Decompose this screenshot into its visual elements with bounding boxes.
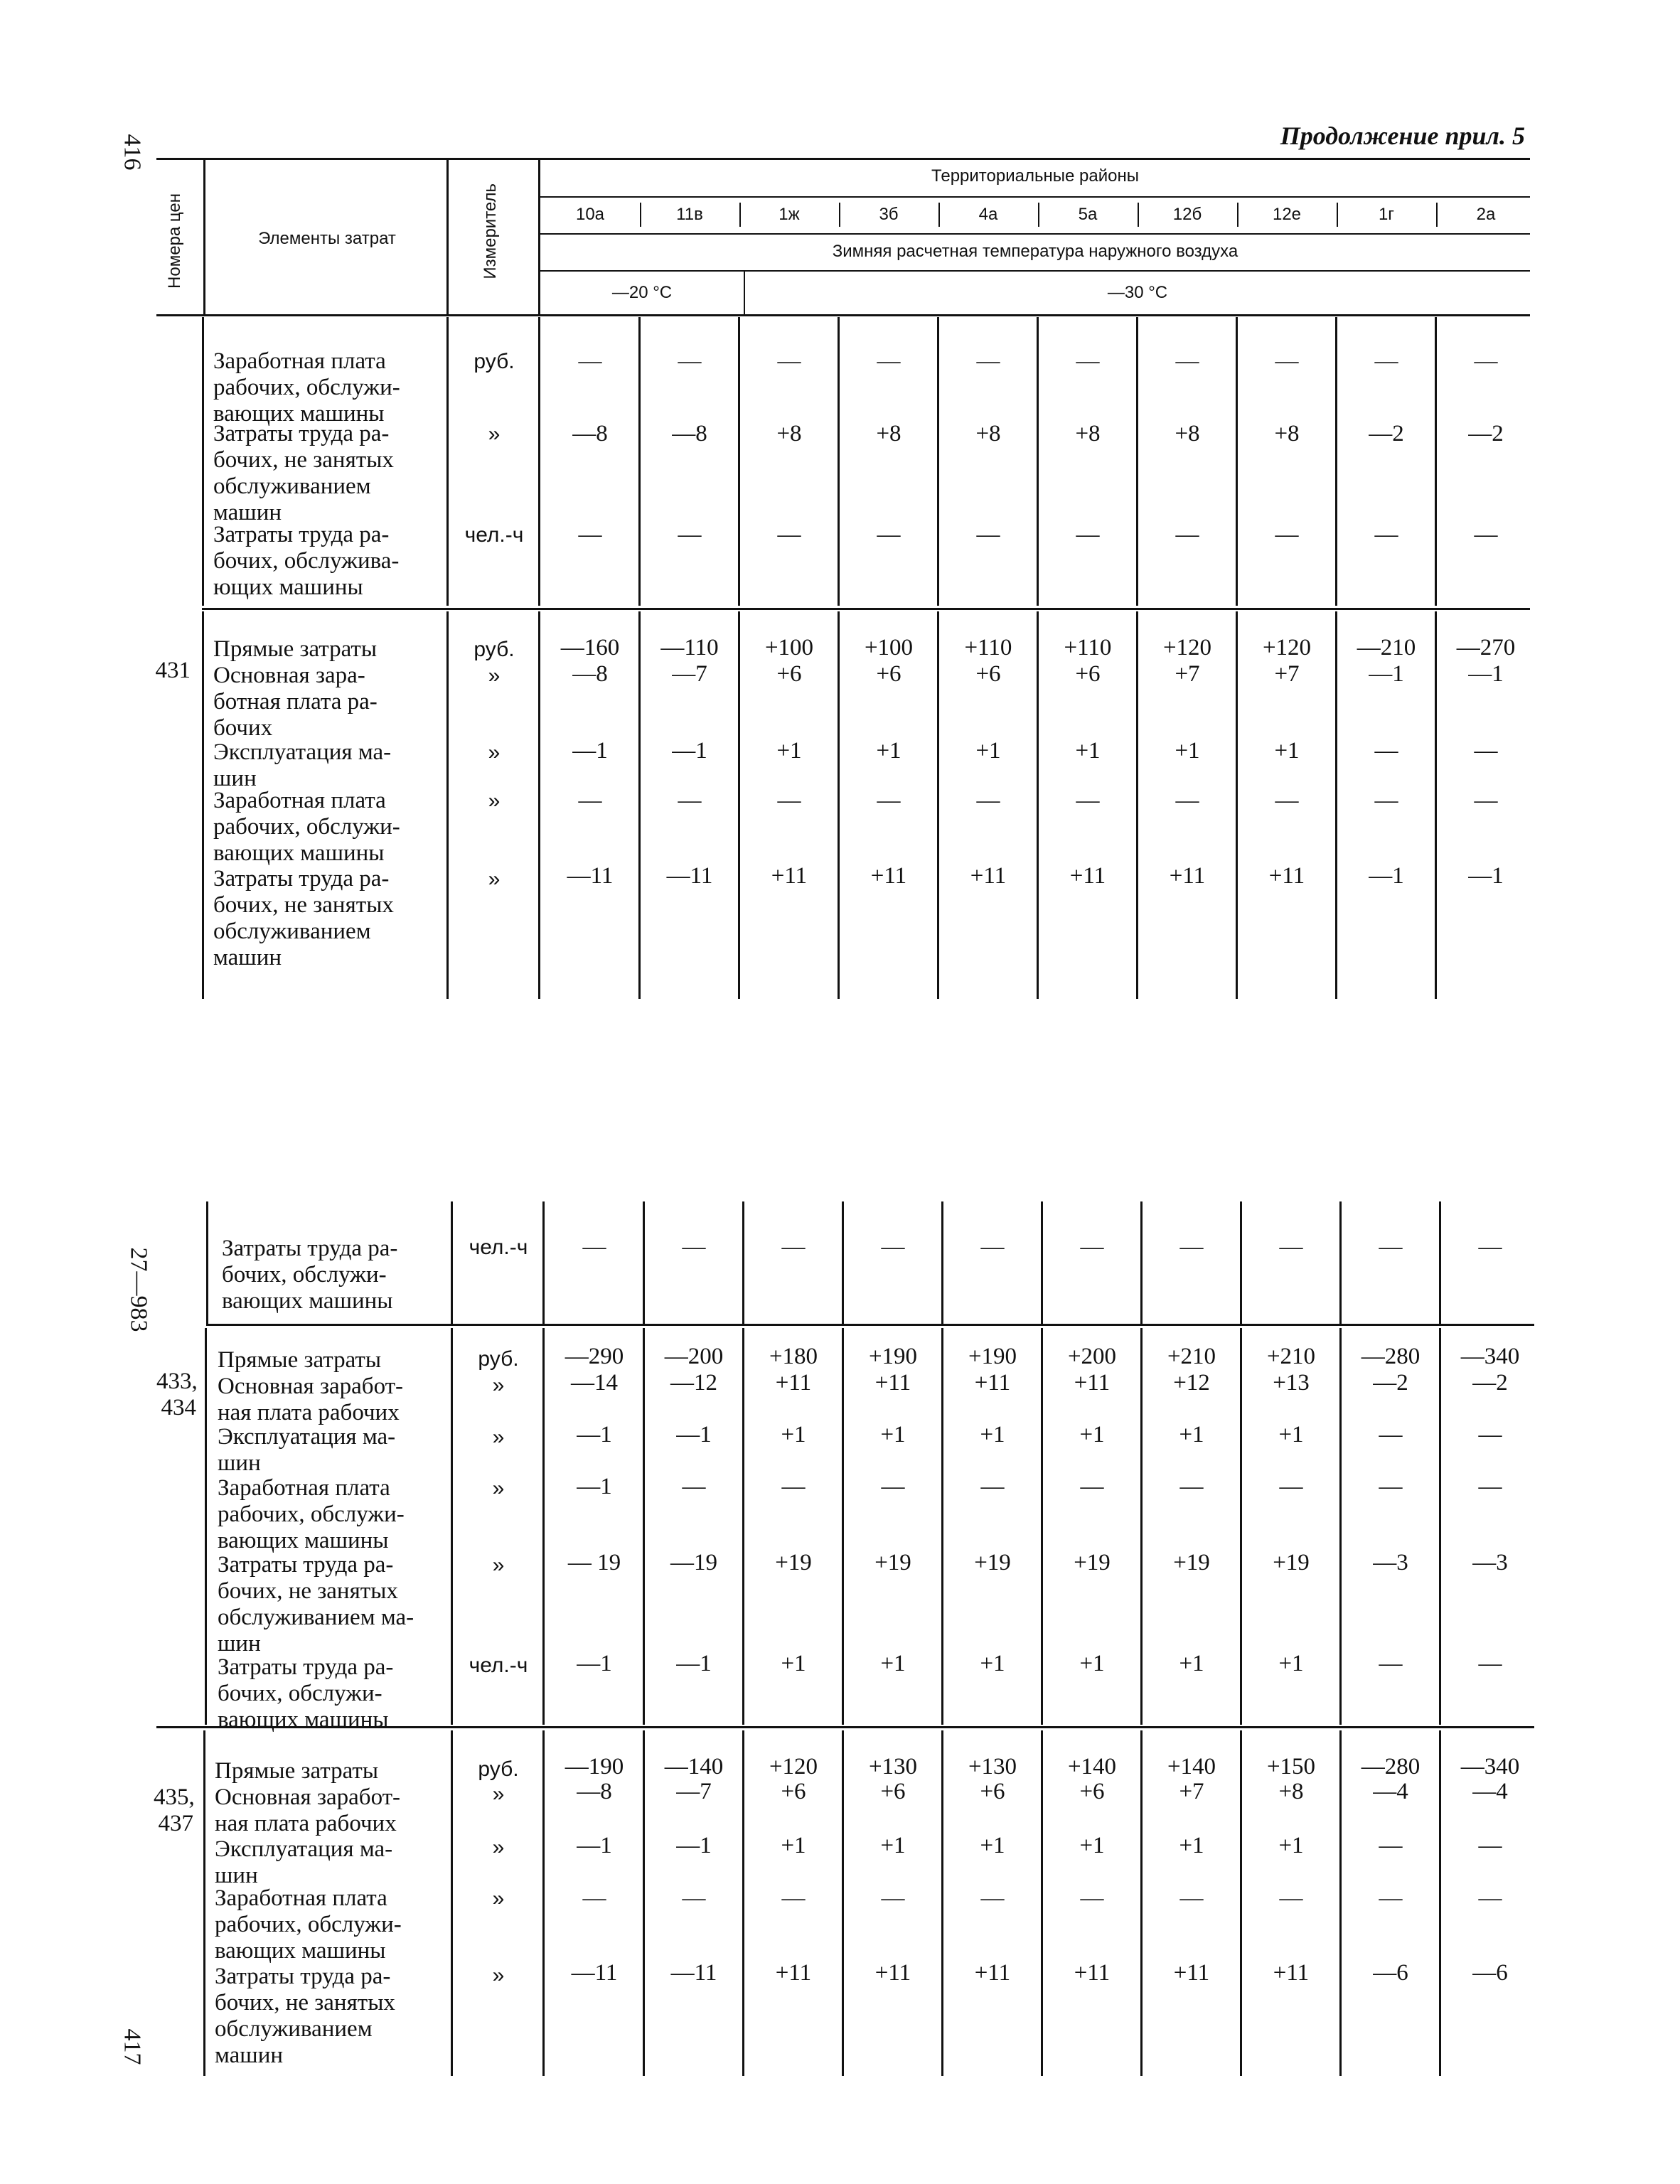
value-cell: — (578, 788, 602, 813)
value-cell: —1 (676, 1422, 712, 1447)
value-cell: — (1076, 788, 1100, 813)
value-cell: +1 (1278, 1651, 1304, 1676)
value-cell: — (678, 348, 702, 374)
row-element-label: Затраты труда ра- бочих, обслужива- ющих машины (213, 522, 400, 600)
row-unit: » (488, 422, 501, 446)
continuation-title: Продолжение прил. 5 (1280, 122, 1525, 150)
region-label: 4а (978, 205, 998, 224)
value-cell: — (682, 1474, 706, 1499)
value-cell: +1 (1079, 1651, 1105, 1676)
value-cell: —1 (1369, 863, 1404, 889)
value-cell: —110 (660, 635, 719, 660)
value-cell: +210 (1167, 1344, 1216, 1369)
value-cell: +7 (1175, 661, 1200, 687)
value-cell: — (781, 1885, 806, 1911)
region-label: 1г (1378, 205, 1395, 224)
value-cell: +1 (980, 1422, 1005, 1447)
value-cell: — (781, 1234, 806, 1260)
value-cell: — (682, 1234, 706, 1260)
value-cell: —340 (1460, 1754, 1520, 1779)
value-cell: +11 (1169, 863, 1206, 889)
value-cell: —280 (1361, 1344, 1420, 1369)
row-element-label: Эксплуатация ма- шин (218, 1424, 396, 1476)
value-cell: +11 (870, 863, 907, 889)
row-element-label: Заработная плата рабочих, обслужи- вающих машины (213, 788, 400, 866)
value-cell: +190 (868, 1344, 918, 1369)
region-label: 10а (575, 205, 605, 224)
value-cell: — (1474, 738, 1498, 764)
row-unit: руб. (473, 638, 515, 661)
value-cell: +19 (1074, 1550, 1111, 1575)
row-element-label: Затраты труда ра- бочих, обслужи- вающих машины (218, 1654, 394, 1733)
unit-header: Измеритель (481, 183, 500, 279)
value-cell: — (1076, 522, 1100, 547)
value-cell: — (1179, 1885, 1204, 1911)
value-cell: —11 (666, 863, 713, 889)
value-cell: +6 (776, 661, 802, 687)
value-cell: +120 (1262, 635, 1312, 660)
row-unit: » (488, 741, 501, 764)
value-cell: — (1279, 1234, 1303, 1260)
value-cell: +130 (868, 1754, 918, 1779)
value-cell: +1 (1079, 1833, 1105, 1858)
region-label: 11в (676, 205, 703, 224)
row-unit: » (488, 664, 501, 687)
value-cell: +1 (880, 1833, 906, 1858)
value-cell: —1 (1468, 661, 1504, 687)
row-unit: руб. (478, 1347, 519, 1371)
value-cell: +7 (1179, 1779, 1204, 1804)
value-cell: —1 (1369, 661, 1404, 687)
value-cell: — (1379, 1422, 1403, 1447)
value-cell: +110 (1064, 635, 1112, 660)
value-cell: — (582, 1885, 606, 1911)
temp-group-20: —20 °С (611, 283, 673, 302)
value-cell: — (1374, 522, 1398, 547)
value-cell: — (1478, 1474, 1502, 1499)
signature-mark: 27—983 (125, 1247, 152, 1332)
value-cell: — (1379, 1474, 1403, 1499)
value-cell: +150 (1266, 1754, 1316, 1779)
value-cell: —270 (1456, 635, 1516, 660)
value-cell: +100 (764, 635, 814, 660)
value-cell: +19 (874, 1550, 911, 1575)
value-cell: +1 (1179, 1651, 1204, 1676)
value-cell: +11 (970, 863, 1007, 889)
value-cell: +6 (1075, 661, 1101, 687)
value-cell: +19 (775, 1550, 812, 1575)
value-cell: —11 (567, 863, 614, 889)
value-cell: —2 (1472, 1370, 1508, 1396)
value-cell: — (877, 348, 901, 374)
value-cell: — (1179, 1474, 1204, 1499)
row-element-label: Основная заработ- ная плата рабочих (215, 1784, 401, 1836)
value-cell: —160 (560, 635, 620, 660)
value-cell: — (980, 1234, 1005, 1260)
value-cell: —2 (1468, 421, 1504, 446)
value-cell: +11 (874, 1960, 911, 1986)
value-cell: +1 (980, 1833, 1005, 1858)
value-cell: — (1474, 788, 1498, 813)
value-cell: +210 (1266, 1344, 1316, 1369)
price-numbers-header: Номера цен (165, 193, 184, 289)
value-cell: +11 (1074, 1370, 1111, 1396)
value-cell: +1 (876, 738, 901, 764)
region-label: 5а (1078, 205, 1098, 224)
value-cell: —12 (670, 1370, 717, 1396)
value-cell: — (1379, 1651, 1403, 1676)
value-cell: —140 (664, 1754, 724, 1779)
value-cell: +8 (776, 421, 802, 446)
value-cell: —1 (577, 1474, 612, 1499)
value-cell: +1 (1179, 1422, 1204, 1447)
value-cell: +19 (974, 1550, 1011, 1575)
value-cell: +130 (968, 1754, 1017, 1779)
value-cell: +1 (776, 738, 802, 764)
value-cell: — (1379, 1833, 1403, 1858)
value-cell: +1 (1278, 1833, 1304, 1858)
value-cell: —1 (577, 1651, 612, 1676)
value-cell: — (777, 348, 801, 374)
row-element-label: Прямые затраты (215, 1758, 379, 1784)
value-cell: +1 (781, 1422, 806, 1447)
value-cell: — (1179, 1234, 1204, 1260)
value-cell: — (1275, 788, 1299, 813)
value-cell: —1 (676, 1833, 712, 1858)
value-cell: +11 (1268, 863, 1305, 889)
value-cell: +1 (880, 1422, 906, 1447)
right-page-number: 417 (119, 2028, 146, 2065)
value-cell: — (1175, 788, 1199, 813)
value-cell: +6 (781, 1779, 806, 1804)
value-cell: — (881, 1474, 905, 1499)
row-element-label: Эксплуатация ма- шин (213, 739, 392, 791)
row-unit: руб. (478, 1757, 519, 1781)
row-unit: » (492, 1425, 505, 1449)
price-number: 434 (161, 1395, 196, 1420)
value-cell: +11 (1069, 863, 1106, 889)
value-cell: +11 (974, 1370, 1011, 1396)
value-cell: —4 (1373, 1779, 1408, 1804)
value-cell: — (777, 788, 801, 813)
value-cell: —4 (1472, 1779, 1508, 1804)
value-cell: —1 (577, 1422, 612, 1447)
value-cell: +8 (1278, 1779, 1304, 1804)
value-cell: — (777, 522, 801, 547)
value-cell: +1 (1179, 1833, 1204, 1858)
value-cell: —2 (1373, 1370, 1408, 1396)
value-cell: —3 (1472, 1550, 1508, 1575)
value-cell: — (1076, 348, 1100, 374)
value-cell: — (1374, 788, 1398, 813)
row-element-label: Прямые затраты (218, 1347, 382, 1373)
value-cell: +12 (1173, 1370, 1210, 1396)
value-cell: +1 (1274, 738, 1300, 764)
value-cell: +140 (1167, 1754, 1216, 1779)
value-cell: — (1478, 1885, 1502, 1911)
value-cell: +11 (771, 863, 808, 889)
row-element-label: Прямые затраты (213, 636, 378, 662)
row-unit: » (492, 1782, 505, 1806)
value-cell: — (881, 1885, 905, 1911)
value-cell: +1 (781, 1651, 806, 1676)
region-label: 3б (879, 205, 899, 224)
region-label: 2а (1476, 205, 1496, 224)
value-cell: — (1275, 522, 1299, 547)
value-cell: — (1374, 348, 1398, 374)
price-number: 435, (154, 1784, 195, 1810)
value-cell: — (1175, 522, 1199, 547)
winter-temp-header: Зимняя расчетная температура наружного воздуха (832, 242, 1238, 261)
value-cell: — (980, 1885, 1005, 1911)
value-cell: — (976, 522, 1000, 547)
row-unit: » (492, 1887, 505, 1910)
value-cell: —210 (1357, 635, 1416, 660)
region-label: 12б (1172, 205, 1202, 224)
value-cell: +11 (974, 1960, 1011, 1986)
value-cell: +8 (876, 421, 901, 446)
row-unit: » (488, 789, 501, 813)
value-cell: +6 (1079, 1779, 1105, 1804)
value-cell: — (976, 348, 1000, 374)
row-element-label: Затраты труда ра- бочих, обслужи- вающих машины (222, 1236, 398, 1314)
value-cell: — (1080, 1234, 1104, 1260)
value-cell: — (1374, 738, 1398, 764)
value-cell: —1 (676, 1651, 712, 1676)
value-cell: +100 (864, 635, 914, 660)
value-cell: — (1478, 1234, 1502, 1260)
value-cell: +8 (1175, 421, 1200, 446)
value-cell: — (1279, 1885, 1303, 1911)
value-cell: +11 (775, 1960, 812, 1986)
row-element-label: Заработная плата рабочих, обслужи- вающих машины (215, 1885, 402, 1964)
value-cell: — 19 (567, 1550, 621, 1575)
value-cell: — (1474, 348, 1498, 374)
value-cell: +19 (1173, 1550, 1210, 1575)
row-unit: » (492, 1836, 505, 1859)
value-cell: +1 (975, 738, 1001, 764)
row-unit: » (492, 1964, 505, 1987)
value-cell: —6 (1472, 1960, 1508, 1986)
value-cell: +19 (1273, 1550, 1310, 1575)
value-cell: —11 (571, 1960, 618, 1986)
value-cell: —8 (577, 1779, 612, 1804)
value-cell: +1 (980, 1651, 1005, 1676)
value-cell: —7 (676, 1779, 712, 1804)
value-cell: +11 (775, 1370, 812, 1396)
value-cell: — (1080, 1474, 1104, 1499)
row-unit: » (488, 867, 501, 891)
value-cell: —8 (572, 661, 608, 687)
value-cell: +200 (1067, 1344, 1117, 1369)
value-cell: —1 (1468, 863, 1504, 889)
price-number: 433, (156, 1369, 198, 1394)
value-cell: —14 (571, 1370, 618, 1396)
value-cell: —8 (672, 421, 707, 446)
row-unit: чел.-ч (464, 523, 524, 547)
value-cell: +1 (880, 1651, 906, 1676)
value-cell: —280 (1361, 1754, 1420, 1779)
row-unit: » (492, 1477, 505, 1500)
elements-header: Элементы затрат (258, 229, 396, 248)
value-cell: — (877, 522, 901, 547)
row-unit: » (492, 1553, 505, 1577)
value-cell: — (881, 1234, 905, 1260)
value-cell: —19 (670, 1550, 717, 1575)
value-cell: +1 (1079, 1422, 1105, 1447)
price-number: 431 (155, 658, 191, 683)
value-cell: —3 (1373, 1550, 1408, 1575)
row-element-label: Заработная плата рабочих, обслужи- вающих машины (218, 1475, 405, 1553)
value-cell: +11 (1173, 1960, 1210, 1986)
value-cell: —1 (577, 1833, 612, 1858)
value-cell: — (682, 1885, 706, 1911)
row-element-label: Основная зара- ботная плата ра- бочих (213, 663, 378, 741)
row-element-label: Затраты труда ра- бочих, не занятых обслуживанием ма- шин (218, 1552, 414, 1656)
value-cell: — (1080, 1885, 1104, 1911)
row-element-label: Затраты труда ра- бочих, не занятых обслуживанием машин (213, 866, 394, 970)
value-cell: — (980, 1474, 1005, 1499)
value-cell: — (1175, 348, 1199, 374)
value-cell: +13 (1273, 1370, 1310, 1396)
value-cell: — (578, 522, 602, 547)
row-element-label: Затраты труда ра- бочих, не занятых обслуживанием машин (213, 421, 394, 525)
value-cell: —2 (1369, 421, 1404, 446)
value-cell: +11 (874, 1370, 911, 1396)
value-cell: —6 (1373, 1960, 1408, 1986)
region-label: 12е (1272, 205, 1302, 224)
value-cell: — (678, 788, 702, 813)
value-cell: —1 (672, 738, 707, 764)
value-cell: +6 (980, 1779, 1005, 1804)
value-cell: —340 (1460, 1344, 1520, 1369)
row-element-label: Затраты труда ра- бочих, не занятых обслуживанием машин (215, 1964, 395, 2068)
value-cell: — (1379, 1885, 1403, 1911)
row-unit: » (492, 1374, 505, 1397)
value-cell: +6 (876, 661, 901, 687)
value-cell: +6 (975, 661, 1001, 687)
value-cell: — (877, 788, 901, 813)
region-label: 1ж (779, 205, 800, 224)
temp-group-30: —30 °С (1107, 283, 1168, 302)
value-cell: — (1478, 1651, 1502, 1676)
row-unit: руб. (473, 350, 515, 373)
value-cell: +180 (769, 1344, 818, 1369)
value-cell: — (578, 348, 602, 374)
value-cell: +190 (968, 1344, 1017, 1369)
value-cell: —290 (565, 1344, 624, 1369)
value-cell: +6 (880, 1779, 906, 1804)
value-cell: — (976, 788, 1000, 813)
value-cell: +1 (781, 1833, 806, 1858)
value-cell: — (1379, 1234, 1403, 1260)
value-cell: —11 (670, 1960, 717, 1986)
value-cell: +1 (1075, 738, 1101, 764)
value-cell: +7 (1274, 661, 1300, 687)
value-cell: — (1275, 348, 1299, 374)
value-cell: +11 (1074, 1960, 1111, 1986)
value-cell: —200 (664, 1344, 724, 1369)
value-cell: +1 (1278, 1422, 1304, 1447)
value-cell: +1 (1175, 738, 1200, 764)
territorial-regions-header: Территориальные районы (931, 166, 1139, 186)
value-cell: —1 (572, 738, 608, 764)
row-element-label: Эксплуатация ма- шин (215, 1836, 393, 1888)
value-cell: — (781, 1474, 806, 1499)
left-page-number: 416 (119, 134, 146, 171)
value-cell: — (678, 522, 702, 547)
value-cell: —190 (565, 1754, 624, 1779)
value-cell: — (1478, 1833, 1502, 1858)
value-cell: +11 (1273, 1960, 1310, 1986)
value-cell: +110 (964, 635, 1012, 660)
row-unit: чел.-ч (469, 1654, 528, 1677)
value-cell: — (1474, 522, 1498, 547)
value-cell: — (582, 1234, 606, 1260)
row-element-label: Основная заработ- ная плата рабочих (218, 1374, 404, 1425)
value-cell: +120 (769, 1754, 818, 1779)
value-cell: —7 (672, 661, 707, 687)
value-cell: +8 (1274, 421, 1300, 446)
row-element-label: Заработная плата рабочих, обслужи- вающих машины (213, 348, 400, 427)
value-cell: +8 (975, 421, 1001, 446)
price-number: 437 (158, 1811, 193, 1836)
value-cell: +140 (1067, 1754, 1117, 1779)
value-cell: +120 (1162, 635, 1212, 660)
row-unit: чел.-ч (469, 1236, 528, 1259)
value-cell: — (1478, 1422, 1502, 1447)
value-cell: — (1279, 1474, 1303, 1499)
value-cell: —8 (572, 421, 608, 446)
value-cell: +8 (1075, 421, 1101, 446)
